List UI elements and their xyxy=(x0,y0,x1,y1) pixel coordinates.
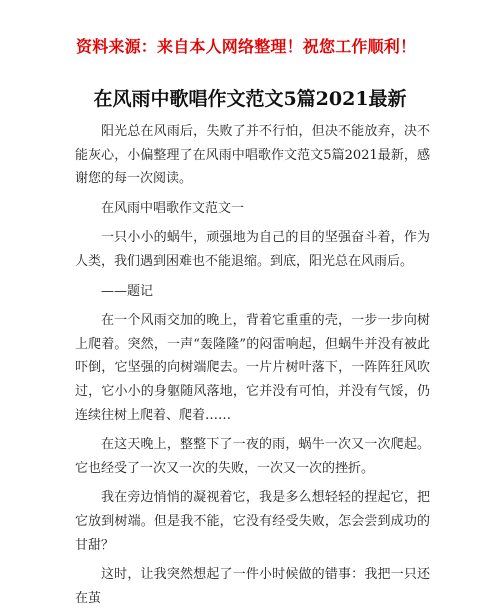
document-title: 在风雨中歌唱作文范文5篇2021最新 xyxy=(93,88,407,110)
paragraph-intro: 阳光总在风雨后，失败了并不行怕，但决不能放弃，决不能灰心，小偏整理了在风雨中唱歌作文范文5篇2021最新，感谢您的每一次阅读。 xyxy=(75,124,430,187)
paragraph: 这时，让我突然想起了一件小时候做的错事：我把一只还在茧 xyxy=(75,567,430,606)
source-banner: 资料来源：来自本人网络整理！祝您工作顺利！ xyxy=(76,37,417,56)
paragraph: 在这天晚上，整整下了一夜的雨，蜗牛一次又一次爬起。它也经受了一次又一次的失败，一次又一次的挫折。 xyxy=(75,437,430,476)
paragraph: 一只小小的蜗牛，顽强地为自己的目的坚强奋斗着，作为人类，我们遇到困难也不能退缩。到底，阳光总在风雨后。 xyxy=(75,230,430,269)
paragraph: 我在旁边悄悄的凝视着它，我是多么想轻轻的捏起它，把它放到树端。但是我不能，它没有经受失败，怎会尝到成功的甘甜？ xyxy=(75,490,430,553)
paragraph: 在一个风雨交加的晚上，背着它重重的壳，一步一步向树上爬着。突然，一声“轰隆隆”的闷雷响起，但蜗牛并没有被此吓倒，它坚强的向树端爬去。一片片树叶落下，一阵阵狂风吹过，它小小的身躯随风落地，它并没有可怕，并没有气馁，仍连续往树上爬着、爬着…… xyxy=(75,313,430,423)
section-heading: 在风雨中唱歌作文范文一 xyxy=(101,200,245,216)
document-body xyxy=(75,120,430,616)
epigraph-attribution: ——题记 xyxy=(101,283,154,299)
